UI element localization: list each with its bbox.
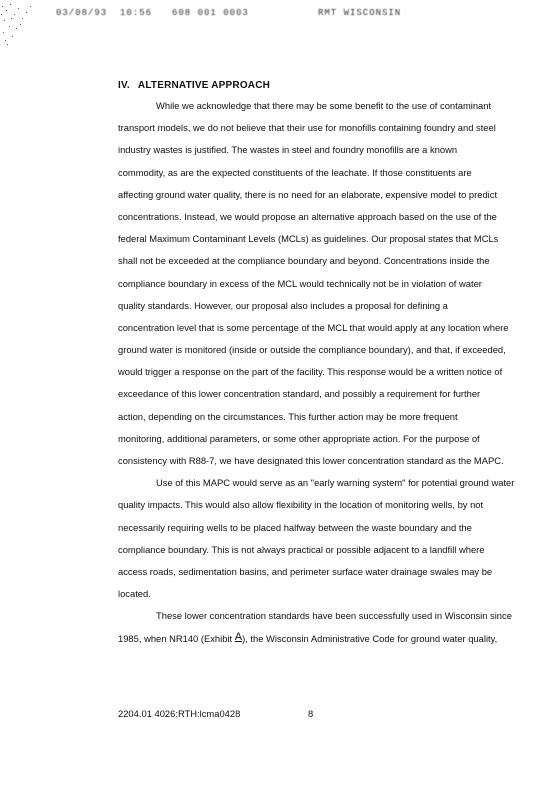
text-line: concentrations. Instead, we would propose an alternative approach based on the use of the [118, 210, 497, 222]
text-line: commodity, as are the expected constituents of the leachate. If those constituents are [118, 166, 472, 178]
text-fragment: 1985, when NR140 (Exhibit [118, 632, 235, 644]
text-line: quality standards. However, our proposal also includes a proposal for defining a [118, 299, 448, 311]
text-line: consistency with R88-7, we have designated this lower concentration standard as the MAPC. [118, 455, 504, 466]
text-fragment: ), the Wisconsin Administrative Code for ground water quality, [242, 632, 498, 644]
fax-sender: RMT WISCONSIN [318, 8, 402, 18]
text-line: ground water is monitored (inside or outside the compliance boundary), and that, if exceeded, [118, 344, 506, 356]
fax-time: 10:56 [120, 8, 153, 18]
exhibit-letter: A [234, 630, 243, 643]
text-line: affecting ground water quality, there is no need for an elaborate, expensive model to predict [118, 188, 498, 200]
text-line: These lower concentration standards have been successfully used in Wisconsin since [156, 610, 512, 622]
scan-noise-speckle [0, 0, 46, 60]
text-line: quality impacts. This would also allow flexibility in the location of monitoring wells, by not [118, 499, 484, 511]
fax-transmission-header [50, 8, 470, 22]
text-line: access roads, sedimentation basins, and perimeter surface water drainage swales may be [118, 565, 493, 577]
section-heading [118, 80, 270, 91]
body-text [118, 95, 556, 650]
text-line: compliance boundary. This is not always practical or possible adjacent to a landfill where [118, 543, 485, 555]
text-line [118, 628, 556, 650]
page-number: 8 [308, 708, 314, 719]
text-line: located. [118, 588, 151, 600]
document-id: 2204.01 4026:RTH:lcma0428 [118, 708, 241, 719]
section-title: ALTERNATIVE APPROACH [137, 80, 271, 91]
text-line: would trigger a response on the part of the facility. This response would be a written notice of [118, 366, 503, 378]
text-line: necessarily requiring wells to be placed halfway between the waste boundary and the [118, 521, 472, 533]
fax-date: 03/08/93 [56, 8, 108, 18]
text-line: Use of this MAPC would serve as an "early warning system" for potential ground water [156, 477, 515, 489]
text-line: monitoring, additional parameters, or some other appropriate action. For the purpose of [118, 432, 480, 444]
text-line: concentration level that is some percentage of the MCL that would apply at any location where [118, 321, 509, 333]
text-line: federal Maximum Contaminant Levels (MCLs) as guidelines. Our proposal states that MCLs [118, 233, 499, 245]
text-line: compliance boundary in excess of the MCL would technically not be in violation of water [118, 277, 482, 289]
text-line: industry wastes is justified. The wastes in steel and foundry monofills are a known [118, 144, 458, 156]
section-number: IV. [118, 80, 130, 91]
fax-phone: 608 001 0003 [172, 8, 249, 18]
text-line: shall not be exceeded at the compliance boundary and beyond. Concentrations inside the [118, 255, 490, 267]
text-line: action, depending on the circumstances. This further action may be more frequent [118, 410, 458, 422]
text-line: exceedance of this lower concentration standard, and possibly a requirement for further [118, 388, 481, 400]
text-line: While we acknowledge that there may be some benefit to the use of contaminant [156, 100, 492, 111]
text-line: transport models, we do not believe that their use for monofills containing foundry and steel [118, 122, 496, 134]
